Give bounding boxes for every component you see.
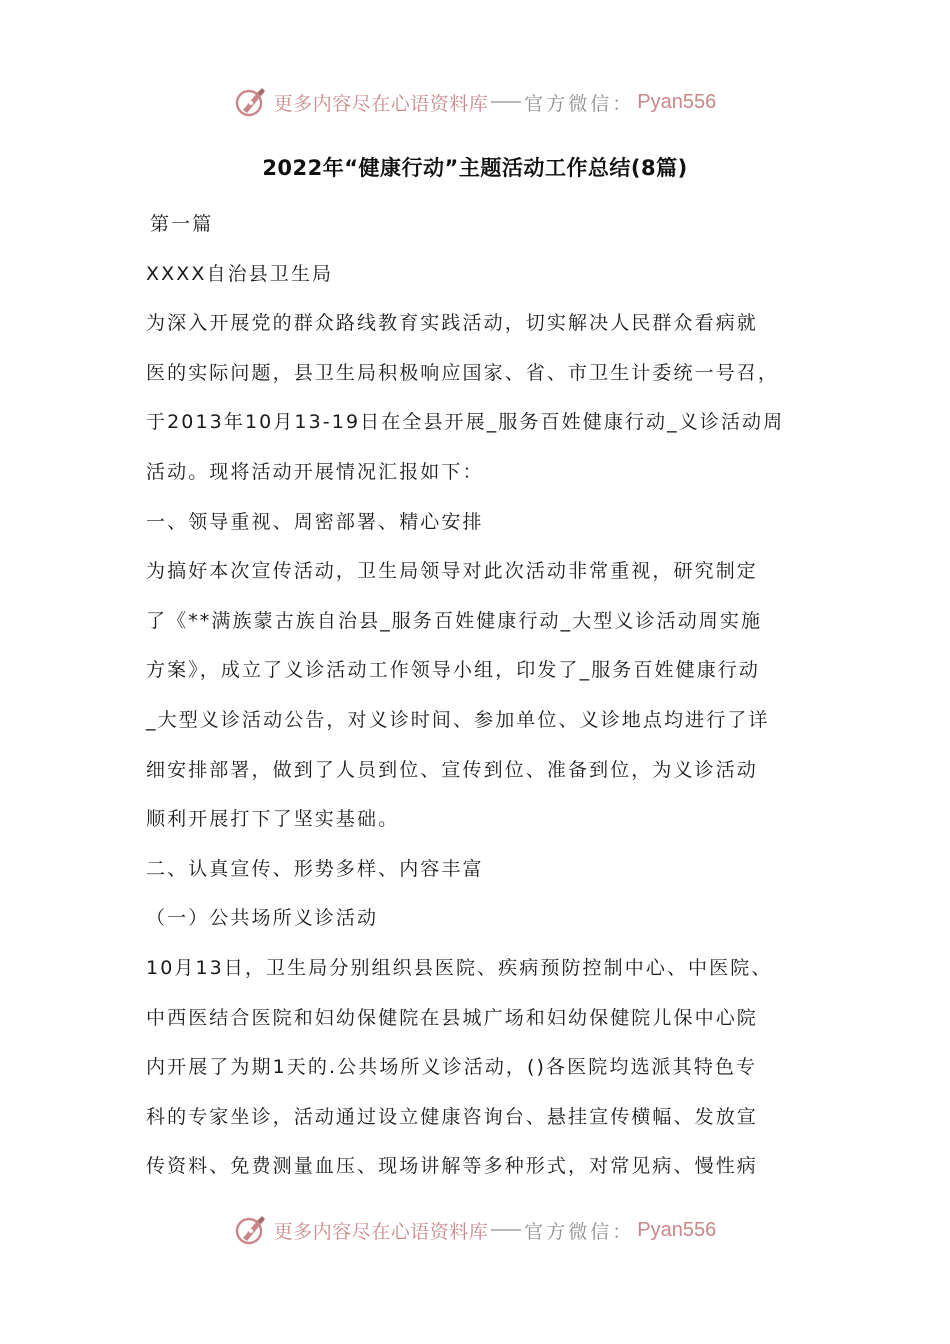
body-line: 活动。现将活动开展情况汇报如下： xyxy=(146,460,484,483)
document-title: 2022年“健康行动”主题活动工作总结(8篇) xyxy=(262,156,688,180)
wechat-id: Pyan556 xyxy=(637,90,717,113)
official-wechat-label: 官方微信 xyxy=(524,1220,613,1243)
body-line: 方案》，成立了义诊活动工作领导小组，印发了_服务百姓健康行动 xyxy=(146,659,761,682)
body-line: 了《**满族蒙古族自治县_服务百姓健康行动_大型义诊活动周实施 xyxy=(146,609,763,632)
body-line: 内开展了为期1天的.公共场所义诊活动，()各医院均选派其特色专 xyxy=(146,1056,758,1079)
body-line: 传资料、免费测量血压、现场讲解等多种形式，对常见病、慢性病 xyxy=(146,1155,758,1178)
banner-colon: ： xyxy=(612,1220,632,1243)
pen-nib-logo-icon xyxy=(234,1213,268,1247)
header-watermark-banner xyxy=(0,84,950,120)
body-line: 于2013年10月13-19日在全县开展_服务百姓健康行动_义诊活动周 xyxy=(146,411,785,434)
body-line: 顺利开展打下了坚实基础。 xyxy=(146,808,400,831)
body-line: _大型义诊活动公告，对义诊时间、参加单位、义诊地点均进行了详 xyxy=(146,708,770,731)
subsection-heading: （一）公共场所义诊活动 xyxy=(146,907,379,930)
banner-dash xyxy=(491,1229,521,1231)
body-line: 医的实际问题，县卫生局积极响应国家、省、市卫生计委统一号召， xyxy=(146,361,780,384)
site-name: 更多内容尽在心语资料库 xyxy=(273,92,489,115)
banner-colon: ： xyxy=(612,92,632,115)
footer-watermark-banner xyxy=(0,1212,950,1248)
pen-nib-logo-icon xyxy=(234,85,268,119)
document-body xyxy=(146,200,822,1192)
site-name: 更多内容尽在心语资料库 xyxy=(273,1220,489,1243)
section-heading-2: 二、认真宣传、形势多样、内容丰富 xyxy=(146,857,484,880)
section-heading-1: 一、领导重视、周密部署、精心安排 xyxy=(146,510,484,533)
author-line: XXXX自治县卫生局 xyxy=(146,262,334,285)
official-wechat-label: 官方微信 xyxy=(524,92,613,115)
section-heading-part-one: 第一篇 xyxy=(150,213,214,235)
body-line: 细安排部署，做到了人员到位、宣传到位、准备到位，为义诊活动 xyxy=(146,758,758,781)
wechat-id: Pyan556 xyxy=(637,1218,717,1241)
body-line: 为搞好本次宣传活动，卫生局领导对此次活动非常重视，研究制定 xyxy=(146,560,758,583)
body-line: 科的专家坐诊，活动通过设立健康咨询台、悬挂宣传横幅、发放宣 xyxy=(146,1105,758,1128)
body-line: 中西医结合医院和妇幼保健院在县城广场和妇幼保健院儿保中心院 xyxy=(146,1006,758,1029)
banner-dash xyxy=(491,101,521,103)
body-line: 10月13日，卫生局分别组织县医院、疾病预防控制中心、中医院、 xyxy=(146,956,773,979)
body-line: 为深入开展党的群众路线教育实践活动，切实解决人民群众看病就 xyxy=(146,312,758,335)
